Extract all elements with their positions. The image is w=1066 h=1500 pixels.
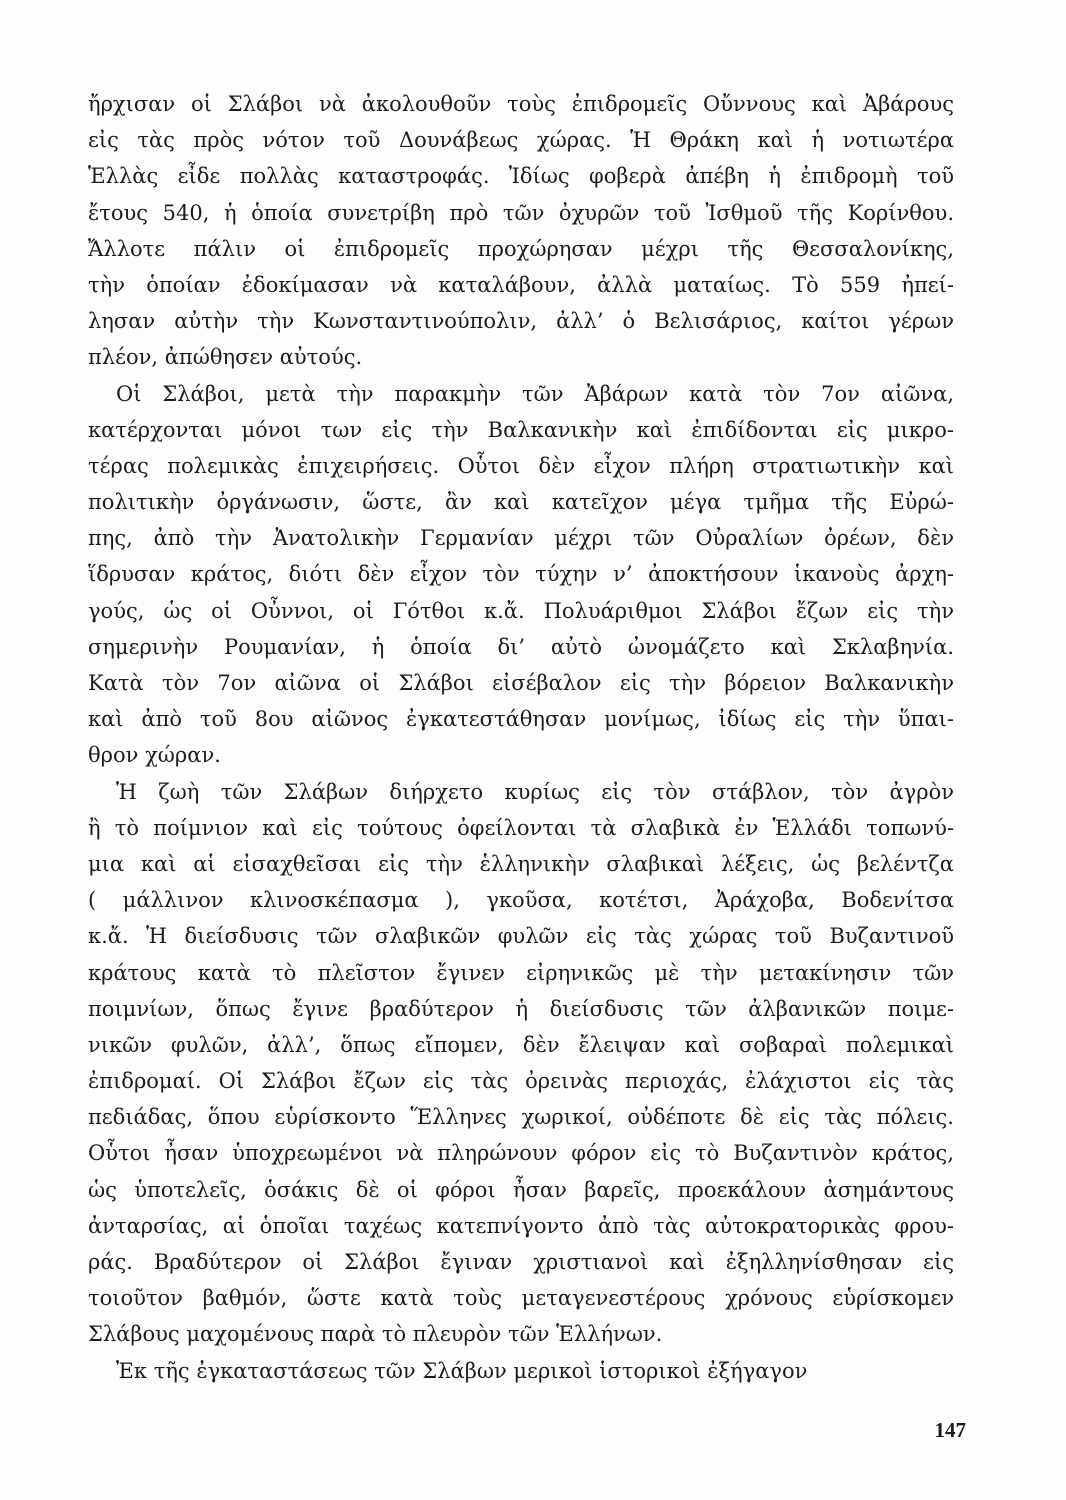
paragraph — [88, 86, 954, 376]
text-line: ποιμνίων, ὅπως ἔγινε βραδύτερον ἡ διείσδυσις τῶν ἀλβανικῶν ποιμε- — [88, 996, 954, 1021]
text-line: πολιτικὴν ὀργάνωσιν, ὥστε, ἂν καὶ κατεῖχον μέγα τμῆμα τῆς Εὐρώ- — [88, 490, 954, 515]
text-line: πης, ἀπὸ τὴν Ἀνατολικὴν Γερμανίαν μέχρι τῶν Οὐραλίων ὀρέων, δὲν — [88, 526, 954, 551]
text-line: κ.ἄ. Ἡ διείσδυσις τῶν σλαβικῶν φυλῶν εἰς τὰς χώρας τοῦ Βυζαντινοῦ — [88, 924, 954, 949]
text-line: Ἄλλοτε πάλιν οἱ ἐπιδρομεῖς προχώρησαν μέχρι τῆς Θεσσαλονίκης, — [88, 236, 954, 261]
text-line: ἀνταρσίας, αἱ ὁποῖαι ταχέως κατεπνίγοντο ἀπὸ τὰς αὐτοκρατορικὰς φρου- — [88, 1213, 954, 1238]
text-line: τοιοῦτον βαθμόν, ὥστε κατὰ τοὺς μεταγενεστέρους χρόνους εὑρίσκομεν — [88, 1286, 954, 1311]
text-line: νικῶν φυλῶν, ἀλλ’, ὅπως εἴπομεν, δὲν ἔλειψαν καὶ σοβαραὶ πολεμικαὶ — [88, 1032, 954, 1057]
text-line: ράς. Βραδύτερον οἱ Σλάβοι ἔγιναν χριστιανοὶ καὶ ἐξηλληνίσθησαν εἰς — [88, 1250, 954, 1274]
text-line: θρον χώραν. — [88, 743, 221, 768]
text-line: καὶ ἀπὸ τοῦ 8ου αἰῶνος ἐγκατεστάθησαν μονίμως, ἰδίως εἰς τὴν ὕπαι- — [88, 707, 954, 732]
text-line: κατέρχονται μόνοι των εἰς τὴν Βαλκανικὴν καὶ ἐπιδίδονται εἰς μικρο- — [88, 417, 954, 442]
text-line: ἵδρυσαν κράτος, διότι δὲν εἶχον τὸν τύχην ν’ ἀποκτήσουν ἱκανοὺς ἀρχη- — [88, 562, 954, 587]
text-line: Κατὰ τὸν 7ον αἰῶνα οἱ Σλάβοι εἰσέβαλον εἰς τὴν βόρειον Βαλκανικὴν — [88, 671, 954, 695]
text-line: μια καὶ αἱ εἰσαχθεῖσαι εἰς τὴν ἑλληνικὴν σλαβικαὶ λέξεις, ὡς βελέντζα — [88, 851, 954, 876]
text-line: ἤρχισαν οἱ Σλάβοι νὰ ἀκολουθοῦν τοὺς ἐπιδρομεῖς Οὔννους καὶ Ἀβάρους — [88, 92, 954, 116]
text-line: Σλάβους μαχομένους παρὰ τὸ πλευρὸν τῶν Ἑλλήνων. — [88, 1322, 663, 1347]
text-line: ἢ τὸ ποίμνιον καὶ εἰς τούτους ὀφείλονται τὰ σλαβικὰ ἐν Ἑλλάδι τοπωνύ- — [88, 815, 954, 840]
paragraph — [88, 376, 954, 774]
text-line: πλέον, ἀπώθησεν αὐτούς. — [88, 345, 363, 370]
text-line: κράτους κατὰ τὸ πλεῖστον ἔγινεν εἰρηνικῶς μὲ τὴν μετακίνησιν τῶν — [88, 960, 954, 985]
text-line: ὡς ὑποτελεῖς, ὁσάκις δὲ οἱ φόροι ἦσαν βαρεῖς, προεκάλουν ἀσημάντους — [88, 1177, 954, 1202]
page-number: 147 — [934, 1418, 966, 1442]
text-line: ἐπιδρομαί. Οἱ Σλάβοι ἔζων εἰς τὰς ὀρεινὰς περιοχάς, ἐλάχιστοι εἰς τὰς — [88, 1069, 954, 1094]
text-line: Ἡ ζωὴ τῶν Σλάβων διήρχετο κυρίως εἰς τὸν στάβλον, τὸν ἀγρὸν — [116, 779, 954, 804]
paragraph — [88, 774, 954, 1353]
text-line: πεδιάδας, ὅπου εὑρίσκοντο Ἕλληνες χωρικοί, οὐδέποτε δὲ εἰς τὰς πόλεις. — [88, 1105, 954, 1130]
text-line: γούς, ὡς οἱ Οὖννοι, οἱ Γότθοι κ.ἄ. Πολυάριθμοι Σλάβοι ἔζων εἰς τὴν — [88, 598, 954, 623]
text-line: λησαν αὐτὴν τὴν Κωνσταντινούπολιν, ἀλλ’ ὁ Βελισάριος, καίτοι γέρων — [88, 309, 954, 334]
text-line: ( μάλλινον κλινοσκέπασμα ), γκοῦσα, κοτέτσι, Ἀράχοβα, Βοδενίτσα — [88, 888, 954, 913]
text-line: Οἱ Σλάβοι, μετὰ τὴν παρακμὴν τῶν Ἀβάρων κατὰ τὸν 7ον αἰῶνα, — [116, 381, 954, 406]
text-line: εἰς τὰς πρὸς νότον τοῦ Δουνάβεως χώρας. Ἡ Θράκη καὶ ἡ νοτιωτέρα — [88, 128, 954, 153]
text-line: ἔτους 540, ἡ ὁποία συνετρίβη πρὸ τῶν ὀχυρῶν τοῦ Ἰσθμοῦ τῆς Κορίνθου. — [88, 200, 954, 225]
text-line: σημερινὴν Ρουμανίαν, ἡ ὁποία δι’ αὐτὸ ὠνομάζετο καὶ Σκλαβηνία. — [88, 634, 954, 659]
text-line: τὴν ὁποίαν ἐδοκίμασαν νὰ καταλάβουν, ἀλλὰ ματαίως. Τὸ 559 ἠπεί- — [88, 272, 954, 297]
paragraph — [88, 1353, 954, 1389]
text-line: Ἑλλὰς εἶδε πολλὰς καταστροφάς. Ἰδίως φοβερὰ ἀπέβη ἡ ἐπιδρομὴ τοῦ — [88, 164, 954, 189]
body-text — [88, 86, 954, 1389]
text-line: τέρας πολεμικὰς ἐπιχειρήσεις. Οὗτοι δὲν εἶχον πλήρη στρατιωτικὴν καὶ — [88, 453, 954, 478]
text-line: Οὗτοι ἦσαν ὑποχρεωμένοι νὰ πληρώνουν φόρον εἰς τὸ Βυζαντινὸν κράτος, — [88, 1141, 954, 1166]
text-line: Ἐκ τῆς ἐγκαταστάσεως τῶν Σλάβων μερικοὶ ἱστορικοὶ ἐξήγαγον — [116, 1358, 808, 1383]
